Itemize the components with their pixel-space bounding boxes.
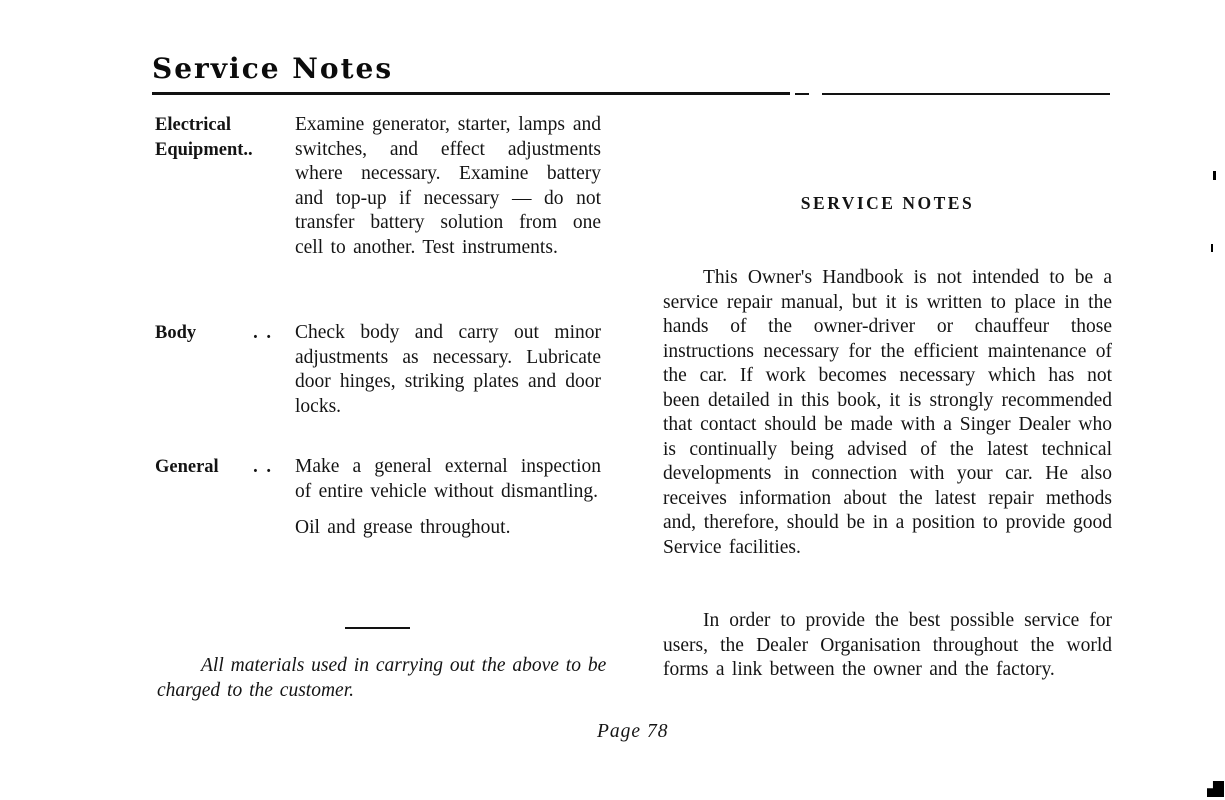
section-divider-rule <box>345 627 410 629</box>
list-item-general <box>155 455 601 541</box>
entry-leader-dots: . . <box>253 323 273 343</box>
list-item-electrical-equipment <box>155 113 601 260</box>
entry-label-line: General <box>155 457 219 477</box>
entry-label-line: Body <box>155 323 197 343</box>
page-title: Service Notes <box>152 52 394 85</box>
header-rule-dash <box>795 93 809 95</box>
entry-label-line: Equipment.. <box>155 139 253 160</box>
entry-leader-dots: . . <box>253 457 273 477</box>
entry-text <box>295 455 601 541</box>
body-paragraph: In order to provide the best possible service for users, the Dealer Organisation throughout the world forms a link between the owner and the factory. <box>663 610 1112 680</box>
entry-paragraph: Examine generator, starter, lamps and switches, and effect adjustments where necessary. Examine battery and top-up if necessary — do not transfer battery solution from one cell to another. Test instruments. <box>295 114 601 258</box>
scan-speck <box>1213 171 1216 180</box>
scan-blob-corner <box>1207 781 1224 797</box>
list-item-body <box>155 321 601 419</box>
entry-label-line: Electrical <box>155 115 232 135</box>
entry-label <box>155 113 295 260</box>
entry-text <box>295 113 601 260</box>
entry-paragraph: Make a general external inspection of entire vehicle without dismantling. <box>295 456 601 502</box>
materials-footnote: All materials used in carrying out the above to be charged to the customer. <box>157 655 607 701</box>
header-rule-left <box>152 92 790 95</box>
entry-label <box>155 321 295 419</box>
header-rule-right <box>822 93 1110 95</box>
entry-text <box>295 321 601 419</box>
section-heading-service-notes: SERVICE NOTES <box>800 193 975 213</box>
page-number: Page 78 <box>597 721 669 742</box>
body-paragraph: This Owner's Handbook is not intended to be a service repair manual, but it is written to place in the hands of the owner-driver or chauffeur those instructions necessary for the efficient maintenance of the car. If work becomes necessary which has not been detailed in this book, it is strongly recommended that contact should be made with a Singer Dealer who is continually being advised of the latest technical developments in connection with your car. He also receives information about the latest repair methods and, therefore, should be in a position to provide good Service facilities. <box>663 267 1112 558</box>
entry-label <box>155 455 295 541</box>
entry-paragraph: Oil and grease throughout. <box>295 517 511 538</box>
scan-speck <box>1211 244 1213 252</box>
entry-paragraph: Check body and carry out minor adjustments as necessary. Lubricate door hinges, striking plates and door locks. <box>295 322 601 417</box>
